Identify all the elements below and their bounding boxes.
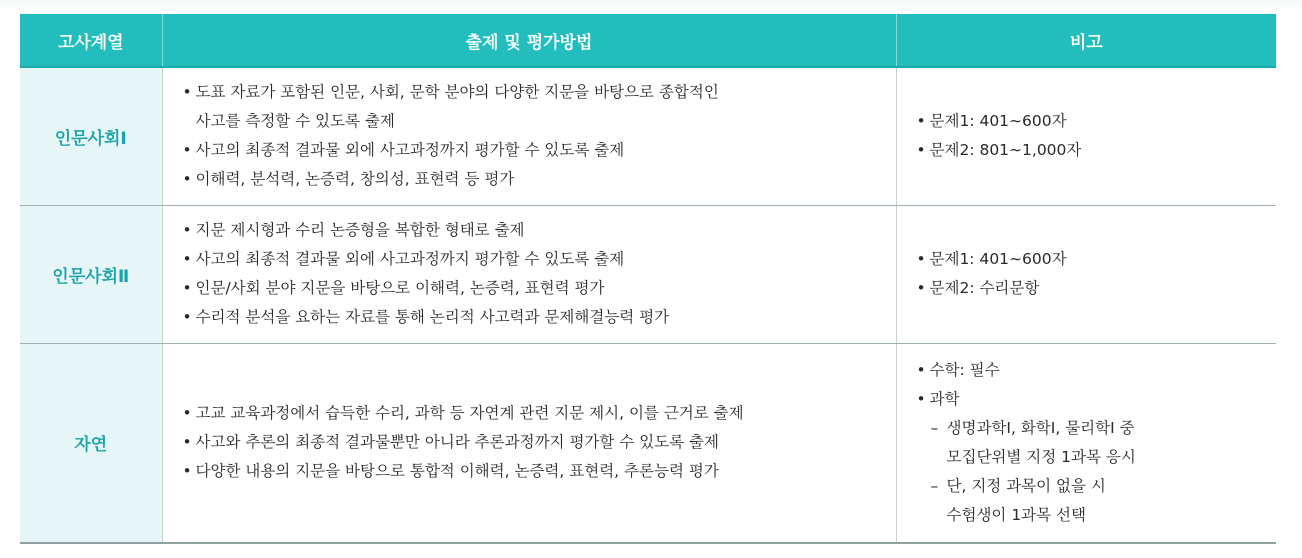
method-item: • 고교 교육과정에서 습득한 수리, 과학 등 자연계 관련 지문 제시, 이를 근거로 출제 xyxy=(183,399,896,428)
note-subitem-continuation: 수험생이 1과목 선택 xyxy=(946,505,1087,524)
method-cell xyxy=(162,343,896,543)
note-cell xyxy=(896,205,1276,343)
header-method: 출제 및 평가방법 xyxy=(162,14,896,67)
note-cell xyxy=(896,67,1276,205)
exam-method-table xyxy=(20,14,1276,544)
note-item: • 문제1: 401∼600자 xyxy=(917,245,1277,274)
note-item: • 과학 xyxy=(917,385,1277,414)
method-cell xyxy=(162,205,896,343)
note-item: • 문제2: 801∼1,000자 xyxy=(917,136,1277,165)
table-row xyxy=(20,205,1276,343)
table-row xyxy=(20,67,1276,205)
note-subitem: – 단, 지정 과목이 없을 시 xyxy=(917,472,1277,501)
method-item: • 도표 자료가 포함된 인문, 사회, 문학 분야의 다양한 지문을 바탕으로 종합적인 xyxy=(183,78,896,107)
category-cell: 인문사회Ⅰ xyxy=(20,67,162,205)
note-subitem: – 생명과학Ⅰ, 화학Ⅰ, 물리학Ⅰ 중 xyxy=(917,414,1277,443)
header-note: 비고 xyxy=(896,14,1276,67)
method-item: • 사고의 최종적 결과물 외에 사고과정까지 평가할 수 있도록 출제 xyxy=(183,136,896,165)
method-item: • 수리적 분석을 요하는 자료를 통해 논리적 사고력과 문제해결능력 평가 xyxy=(183,303,896,332)
note-item: • 문제2: 수리문항 xyxy=(917,274,1277,303)
method-item: • 사고의 최종적 결과물 외에 사고과정까지 평가할 수 있도록 출제 xyxy=(183,245,896,274)
method-item: • 다양한 내용의 지문을 바탕으로 통합적 이해력, 논증력, 표현력, 추론능력 평가 xyxy=(183,457,896,486)
method-item: • 인문/사회 분야 지문을 바탕으로 이해력, 논증력, 표현력 평가 xyxy=(183,274,896,303)
header-category: 고사계열 xyxy=(20,14,162,67)
note-item: • 수학: 필수 xyxy=(917,356,1277,385)
table-header-row xyxy=(20,14,1276,67)
category-cell: 자연 xyxy=(20,343,162,543)
category-cell: 인문사회Ⅱ xyxy=(20,205,162,343)
method-item: • 이해력, 분석력, 논증력, 창의성, 표현력 등 평가 xyxy=(183,165,896,194)
method-item: • 사고와 추론의 최종적 결과물뿐만 아니라 추론과정까지 평가할 수 있도록 출제 xyxy=(183,428,896,457)
method-cell xyxy=(162,67,896,205)
table-row xyxy=(20,343,1276,543)
note-subitem-continuation: 모집단위별 지정 1과목 응시 xyxy=(946,447,1136,466)
note-cell xyxy=(896,343,1276,543)
note-item: • 문제1: 401∼600자 xyxy=(917,107,1277,136)
method-item: • 지문 제시형과 수리 논증형을 복합한 형태로 출제 xyxy=(183,216,896,245)
method-item-continuation: 사고를 측정할 수 있도록 출제 xyxy=(195,112,395,131)
